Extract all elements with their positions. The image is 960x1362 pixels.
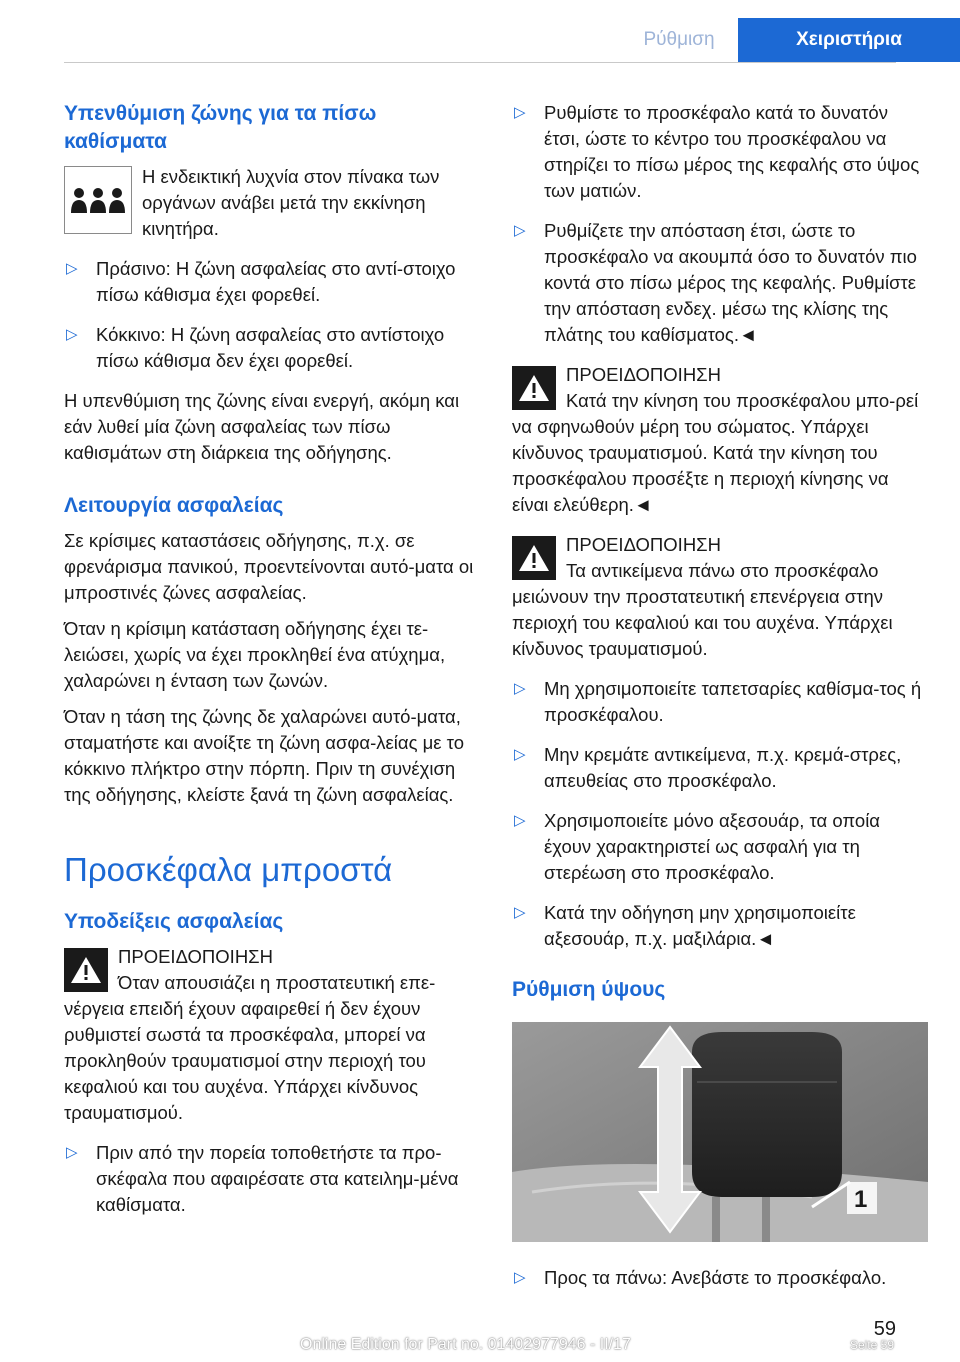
section-title: Προσκέφαλα μπροστά [64, 851, 393, 888]
warning-text: Τα αντικείμενα πάνω στο προσκέφαλο μειώνουν την προστατευτική επενέργεια στην περιοχή του κεφαλιού και του αυχένα. Υπάρχει κίνδυνος τραυματισμού. [512, 560, 893, 659]
warning-text: Όταν απουσιάζει η προστατευτική επε-νέργεια επειδή έχουν αφαιρεθεί ή δεν έχουν ρυθμιστεί σωστά τα προσκέφαλα, μπορεί να προκληθούν τραυματισμοί στην περιοχή του κεφαλιού και του αυχένα. Υπάρχει κίνδυνος τραυματισμού. [64, 972, 436, 1123]
paragraph: Όταν η κρίσιμη κατάσταση οδήγησης έχει τε-λειώσει, χωρίς να έχει προκληθεί ένα ατύχημα, χαλαρώνει η ένταση των ζωνών. [64, 618, 446, 691]
list-item [512, 808, 928, 886]
list-item-text: Κόκκινο: Η ζώνη ασφαλείας στο αντίστοιχο πίσω κάθισμα δεν έχει φορεθεί. [96, 324, 445, 371]
bullet-triangle-icon: ▷ [514, 222, 526, 239]
bullet-triangle-icon: ▷ [514, 680, 526, 697]
list-item [512, 742, 928, 794]
bullet-triangle-icon: ▷ [66, 1144, 78, 1161]
paragraph: Όταν η τάση της ζώνης δε χαλαρώνει αυτό-ματα, σταματήστε και ανοίξτε τη ζώνη ασφα-λείας με το κόκκινο πλήκτρο στην πόρπη. Πριν τη συνέχιση της οδήγησης, κλείστε ξανά τη ζώνη ασφαλείας. [64, 706, 464, 805]
paragraph: Η υπενθύμιση της ζώνης είναι ενεργή, ακόμη και εάν λυθεί μία ζώνη ασφαλείας των πίσω καθισμάτων στη διάρκεια της οδήγησης. [64, 390, 460, 463]
list-item-text: Χρησιμοποιείτε μόνο αξεσουάρ, τα οποία έχουν χαρακτηριστεί ως ασφαλή για τη στερέωση στο προσκέφαλο. [544, 810, 880, 883]
list-item [64, 256, 484, 308]
safety-hints-heading: Υποδείξεις ασφαλείας [64, 910, 284, 933]
list-item-text: Μην κρεμάτε αντικείμενα, π.χ. κρεμά-στρες, απευθείας στο προσκέφαλο. [544, 744, 902, 791]
bullet-triangle-icon: ▷ [514, 904, 526, 921]
list-item [512, 676, 928, 728]
indicator-text: Η ενδεικτική λυχνία στον πίνακα των οργάνων ανάβει μετά την εκκίνηση κινητήρα. [142, 166, 440, 239]
list-item [512, 900, 928, 952]
warning-triangle-icon [512, 536, 556, 580]
warning-title: ΠΡΟΕΙΔΟΠΟΙΗΣΗ [566, 364, 721, 385]
bullet-triangle-icon: ▷ [514, 1269, 526, 1286]
page-watermark: Seite 59 [850, 1338, 895, 1352]
bullet-triangle-icon: ▷ [514, 746, 526, 763]
bullet-triangle-icon: ▷ [66, 260, 78, 277]
warning-block [64, 944, 484, 1126]
warning-title: ΠΡΟΕΙΔΟΠΟΙΗΣΗ [566, 534, 721, 555]
header-divider [64, 62, 896, 63]
header-tab-controls[interactable]: Χειριστήρια [738, 18, 960, 62]
list-item [64, 322, 484, 374]
right-column [512, 100, 928, 1305]
warning-text: Κατά την κίνηση του προσκέφαλου μπο-ρεί να σφηνωθούν μέρη του σώματος. Υπάρχει κίνδυνος τραυματισμού. Κατά την κίνηση του προσκέφαλου προσέξτε η περιοχή κίνησης να είναι ελεύθερη.◄ [512, 390, 919, 515]
list-item-text: Προς τα πάνω: Ανεβάστε το προσκέφαλο. [544, 1267, 887, 1288]
header-tab-setting[interactable]: Ρύθμιση [643, 29, 715, 50]
bullet-triangle-icon: ▷ [514, 812, 526, 829]
bullet-triangle-icon: ▷ [514, 104, 526, 121]
indicator-block [64, 164, 484, 242]
warning-triangle-icon [512, 366, 556, 410]
warning-block [512, 532, 928, 662]
list-item-text: Ρυθμίστε το προσκέφαλο κατά το δυνατόν έτσι, ώστε το κέντρο του προσκέφαλου να στηρίζει το πίσω μέρος της κεφαλής στο ύψος των ματιών. [544, 102, 920, 201]
list-item-text: Κατά την οδήγηση μην χρησιμοποιείτε αξεσουάρ, π.χ. μαξιλάρια.◄ [544, 902, 856, 949]
online-edition-footer: Online Edition for Part no. 01402977946 - II/17 [300, 1336, 631, 1353]
list-item [512, 100, 928, 204]
safety-function-heading: Λειτουργία ασφαλείας [64, 494, 284, 517]
list-item [512, 1265, 928, 1291]
list-item [64, 1140, 484, 1218]
headrest-photo [512, 1022, 928, 1242]
list-item-text: Μη χρησιμοποιείτε ταπετσαρίες καθίσμα-τος ή προσκέφαλου. [544, 678, 922, 725]
rear-belt-reminder-heading: Υπενθύμιση ζώνης για τα πίσω καθίσματα [64, 102, 377, 153]
warning-triangle-icon [64, 948, 108, 992]
paragraph: Σε κρίσιμες καταστάσεις οδήγησης, π.χ. σε φρενάρισμα πανικού, προεντείνονται αυτό-ματα οι μπροστινές ζώνες ασφαλείας. [64, 530, 474, 603]
left-column [64, 100, 484, 1232]
list-item-text: Ρυθμίζετε την απόσταση έτσι, ώστε το προσκέφαλο να ακουμπά όσο το δυνατόν πιο κοντά στο πίσω μέρος της κεφαλής. Ρυθμίστε την απόσταση ενδεχ. μέσω της κλίσης της πλάτης του καθίσματος.◄ [544, 220, 917, 345]
page-number: 59 [873, 1318, 896, 1340]
list-item [512, 218, 928, 348]
bullet-triangle-icon: ▷ [66, 326, 78, 343]
seatbelt-passengers-icon [64, 166, 132, 234]
list-item-text: Πριν από την πορεία τοποθετήστε τα προ-σκέφαλα που αφαιρέσατε στα κατειλημ-μένα καθίσματα. [96, 1142, 459, 1215]
warning-block [512, 362, 928, 518]
warning-title: ΠΡΟΕΙΔΟΠΟΙΗΣΗ [118, 946, 273, 967]
list-item-text: Πράσινο: Η ζώνη ασφαλείας στο αντί-στοιχο πίσω κάθισμα έχει φορεθεί. [96, 258, 456, 305]
height-adjust-heading: Ρύθμιση ύψους [512, 978, 666, 1001]
callout-number: 1 [854, 1186, 868, 1213]
